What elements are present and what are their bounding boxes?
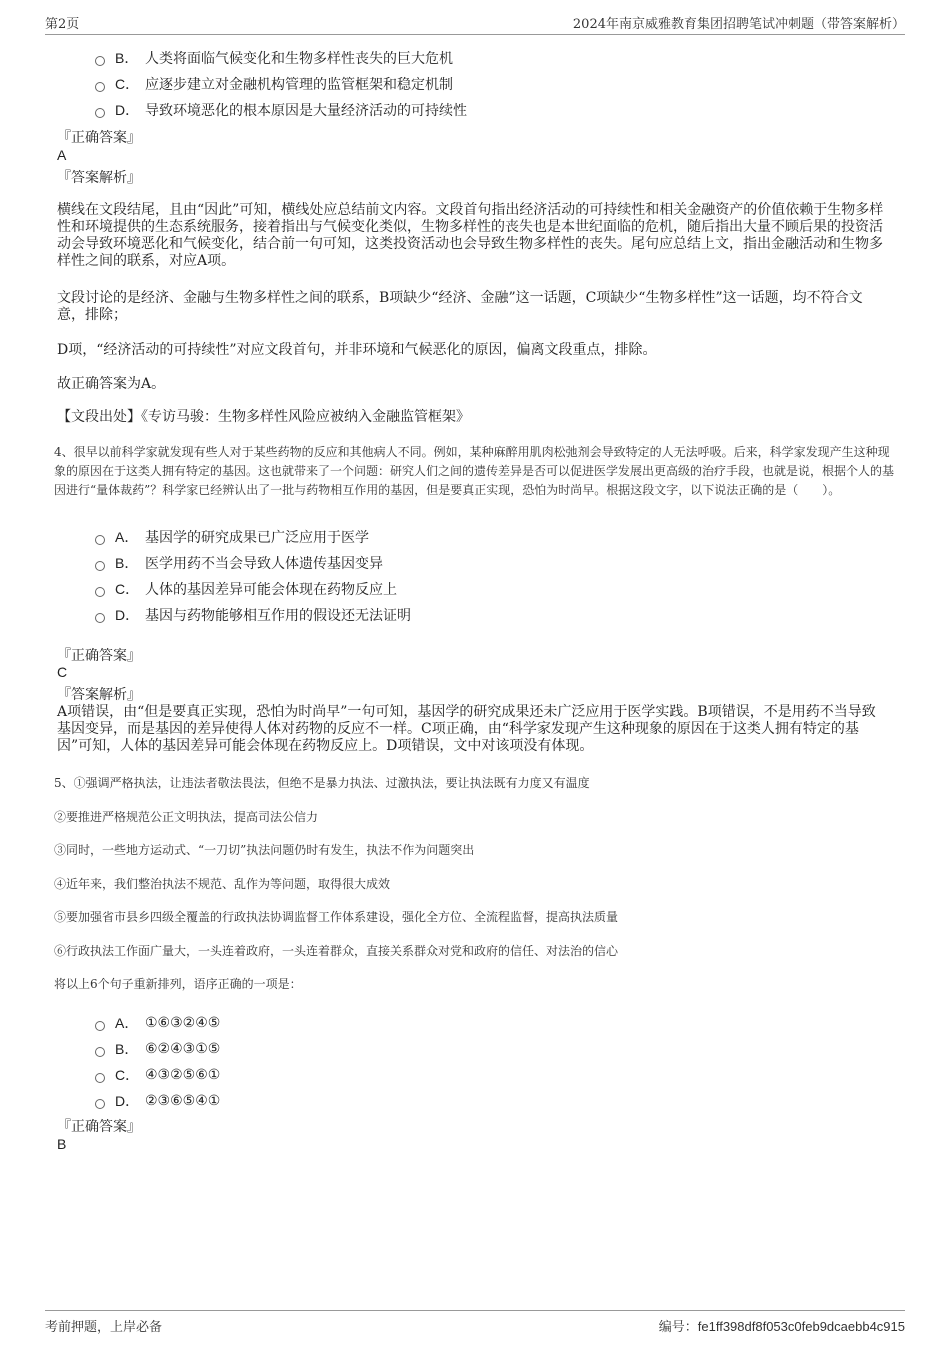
q3-analysis-paragraph: D项，“经济活动的可持续性”对应文段首句，并非环境和气候恶化的原因，偏离文段重点，排除。 <box>57 342 657 358</box>
q5-sentence: ③同时，一些地方运动式、“一刀切”执法问题仍时有发生，执法不作为问题突出 <box>54 843 475 857</box>
radio-icon[interactable] <box>95 1047 105 1057</box>
q5-option-b[interactable]: B． ⑥②④③①⑤ <box>95 1039 220 1059</box>
q5-sentence: ④近年来，我们整治执法不规范、乱作为等问题，取得很大成效 <box>54 877 391 891</box>
radio-icon[interactable] <box>95 56 105 66</box>
document-title: 2024年南京威雅教育集团招聘笔试冲刺题（带答案解析） <box>572 16 905 32</box>
q4-analysis: A项错误，由“但是要真正实现，恐怕为时尚早”一句可知，基因学的研究成果还未广泛应用于医学实践。B项错误，不是用药不当导致基因变异，而是基因的差异使得人体对药物的反应不一样。C项正确，由“科学家发现产生这种现象的原因在于这类人拥有特定的基因”可知，人体的基因差异可能会体现在药物反应上。D项错误，文中对该项没有体现。 <box>57 704 876 754</box>
q4-option-c[interactable]: C． 人体的基因差异可能会体现在药物反应上 <box>95 579 397 599</box>
q5-option-d[interactable]: D． ②③⑥⑤④① <box>95 1091 220 1111</box>
q4-analysis-label: 『答案解析』 <box>57 687 141 703</box>
q4-option-b[interactable]: B． 医学用药不当会导致人体遗传基因变异 <box>95 553 383 573</box>
q5-sentence: ②要推进严格规范公正文明执法，提高司法公信力 <box>54 810 319 824</box>
q4-option-a[interactable]: A． 基因学的研究成果已广泛应用于医学 <box>95 527 369 547</box>
document-code: 编号：fe1ff398df8f053c0feb9dcaebb4c915 <box>658 1318 905 1334</box>
q4-answer-label: 『正确答案』 <box>57 648 141 664</box>
q5-sentence: ⑤要加强省市县乡四级全覆盖的行政执法协调监督工作体系建设，强化全方位、全流程监督，提高执法质量 <box>54 910 619 924</box>
q5-sentence: ⑥行政执法工作面广量大，一头连着政府，一头连着群众，直接关系群众对党和政府的信任、对法治的信心 <box>54 944 619 958</box>
radio-icon[interactable] <box>95 1073 105 1083</box>
q4-option-d[interactable]: D． 基因与药物能够相互作用的假设还无法证明 <box>95 605 411 625</box>
q3-option-d[interactable]: D． 导致环境恶化的根本原因是大量经济活动的可持续性 <box>95 100 467 120</box>
q3-source: 【文段出处】《专访马骏：生物多样性风险应被纳入金融监管框架》 <box>57 409 470 425</box>
q3-analysis-paragraph: 文段讨论的是经济、金融与生物多样性之间的联系，B项缺少“经济、金融”这一话题，C项缺少“生物多样性”这一话题，均不符合文意，排除； <box>57 290 863 323</box>
q5-option-a[interactable]: A． ①⑥③②④⑤ <box>95 1013 220 1033</box>
radio-icon[interactable] <box>95 108 105 118</box>
footer-slogan: 考前押题，上岸必备 <box>45 1319 163 1335</box>
q3-answer-label: 『正确答案』 <box>57 130 141 146</box>
radio-icon[interactable] <box>95 1099 105 1109</box>
q5-sentence: 5、①强调严格执法，让违法者敬法畏法，但绝不是暴力执法、过激执法，要让执法既有力度又有温度 <box>54 776 590 790</box>
q3-analysis-label: 『答案解析』 <box>57 170 141 186</box>
q3-option-b[interactable]: B． 人类将面临气候变化和生物多样性丧失的巨大危机 <box>95 48 453 68</box>
q3-option-c[interactable]: C． 应逐步建立对金融机构管理的监管框架和稳定机制 <box>95 74 453 94</box>
page-footer <box>45 1310 905 1335</box>
page-header <box>45 12 905 35</box>
q5-option-c[interactable]: C． ④③②⑤⑥① <box>95 1065 220 1085</box>
radio-icon[interactable] <box>95 587 105 597</box>
q5-answer: B <box>57 1136 67 1152</box>
radio-icon[interactable] <box>95 561 105 571</box>
q4-answer: C <box>57 664 68 680</box>
q5-prompt: 将以上6个句子重新排列，语序正确的一项是： <box>54 977 302 991</box>
q4-stem: 4、很早以前科学家就发现有些人对于某些药物的反应和其他病人不同。例如，某种麻醉用肌肉松弛剂会导致特定的人无法呼吸。后来，科学家发现产生这种现象的原因在于这类人拥有特定的基因。这也就带来了一个问题：研究人们之间的遗传差异是否可以促进医学发展出更高级的治疗手段，也就是说，根据个人的基因进行“量体裁药”？科学家已经辨认出了一批与药物相互作用的基因，但是要真正实现，恐怕为时尚早。根据这段文字，以下说法正确的是（ ）。 <box>54 445 895 497</box>
page-number: 第2页 <box>45 16 80 32</box>
q3-analysis-paragraph: 横线在文段结尾，且由“因此”可知，横线处应总结前文内容。文段首句指出经济活动的可持续性和相关金融资产的价值依赖于生物多样性和环境提供的生态系统服务，接着指出与气候变化类似，生物多样性的丧失也是本世纪面临的危机，随后指出大量不顾后果的投资活动会导致环境恶化和气候变化，结合前一句可知，这类投资活动也会导致生物多样性的丧失。尾句应总结上文，指出金融活动和生物多样性之间的联系，对应A项。 <box>57 202 884 269</box>
q3-answer: A <box>57 147 67 163</box>
radio-icon[interactable] <box>95 1021 105 1031</box>
q5-answer-label: 『正确答案』 <box>57 1119 141 1135</box>
radio-icon[interactable] <box>95 613 105 623</box>
q3-analysis-paragraph: 故正确答案为A。 <box>57 376 166 392</box>
radio-icon[interactable] <box>95 535 105 545</box>
radio-icon[interactable] <box>95 82 105 92</box>
